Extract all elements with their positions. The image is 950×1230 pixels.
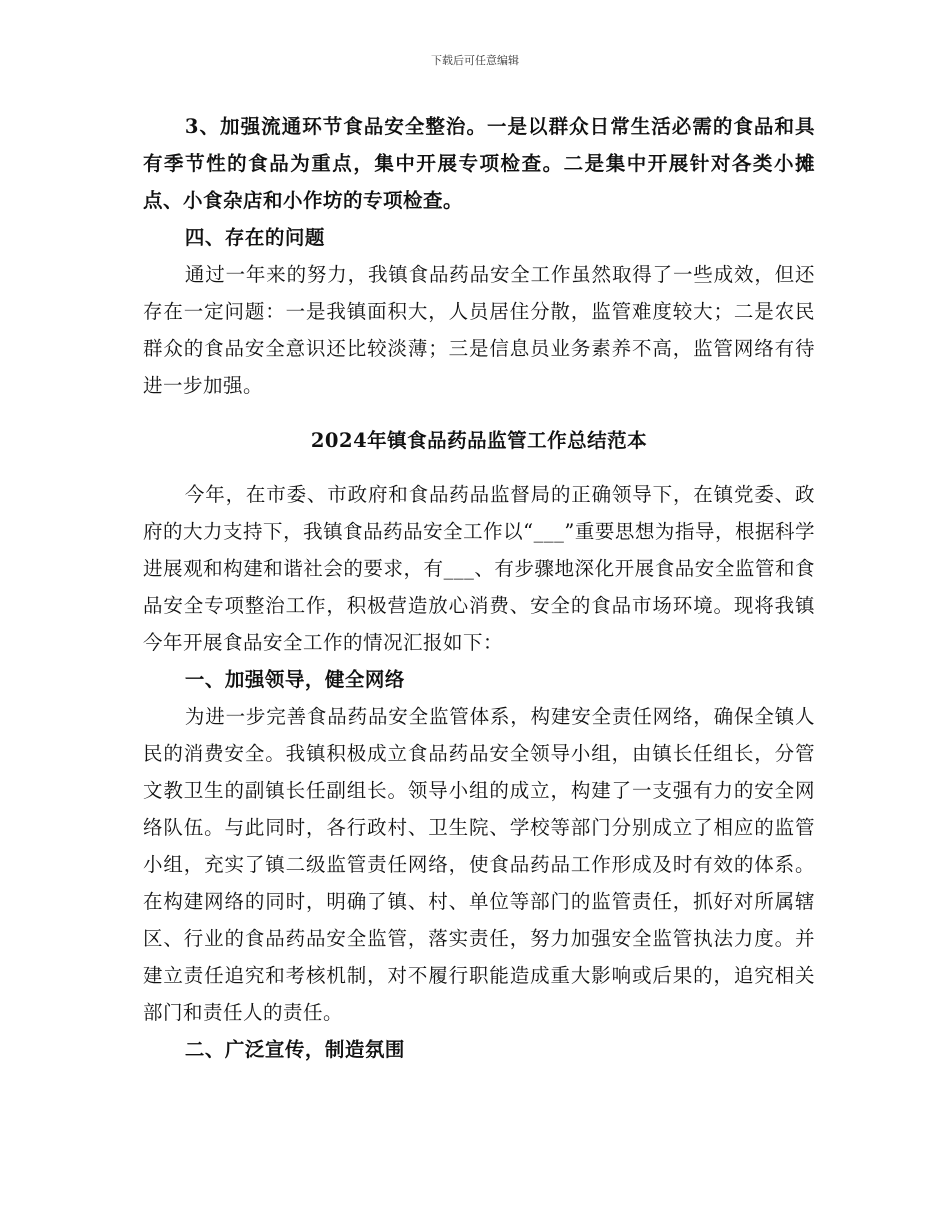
heading-section-2: 二、广泛宣传，制造氛围	[184, 1038, 405, 1061]
page-header-note: 下载后可任意编辑	[431, 54, 519, 67]
heading-section-1: 一、加强领导，健全网络	[184, 668, 405, 691]
document-title: 2024年镇食品药品监管工作总结范本	[310, 429, 648, 452]
heading-problems: 四、存在的问题	[184, 226, 325, 249]
document-body	[143, 108, 815, 1068]
paragraph-section-1: 为进一步完善食品药品安全监管体系，构建安全责任网络，确保全镇人民的消费安全。我镇积极成立食品药品安全领导小组，由镇长任组长，分管文教卫生的副镇长任副组长。领导小组的成立，构建了一支强有力的安全网络队伍。与此同时，各行政村、卫生院、学校等部门分别成立了相应的监管小组，充实了镇二级监管责任网络，使食品药品工作形成及时有效的体系。在构建网络的同时，明确了镇、村、单位等部门的监管责任，抓好对所属辖区、行业的食品药品安全监管，落实责任，努力加强安全监管执法力度。并建立责任追究和考核机制，对不履行职能造成重大影响或后果的，追究相关部门和责任人的责任。	[143, 705, 815, 1024]
paragraph-item-3: 3、加强流通环节食品安全整治。一是以群众日常生活必需的食品和具有季节性的食品为重点，集中开展专项检查。二是集中开展针对各类小摊点、小食杂店和小作坊的专项检查。	[143, 115, 815, 212]
paragraph-problems: 通过一年来的努力，我镇食品药品安全工作虽然取得了一些成效，但还存在一定问题：一是我镇面积大，人员居住分散，监管难度较大；二是农民群众的食品安全意识还比较淡薄；三是信息员业务素养不高，监管网络有待进一步加强。	[143, 263, 815, 397]
paragraph-intro: 今年，在市委、市政府和食品药品监督局的正确领导下，在镇党委、政府的大力支持下，我镇食品药品安全工作以“___”重要思想为指导，根据科学进展观和构建和谐社会的要求，有___、有步骤地深化开展食品安全监管和食品安全专项整治工作，积极营造放心消费、安全的食品市场环境。现将我镇今年开展食品安全工作的情况汇报如下：	[143, 483, 815, 654]
